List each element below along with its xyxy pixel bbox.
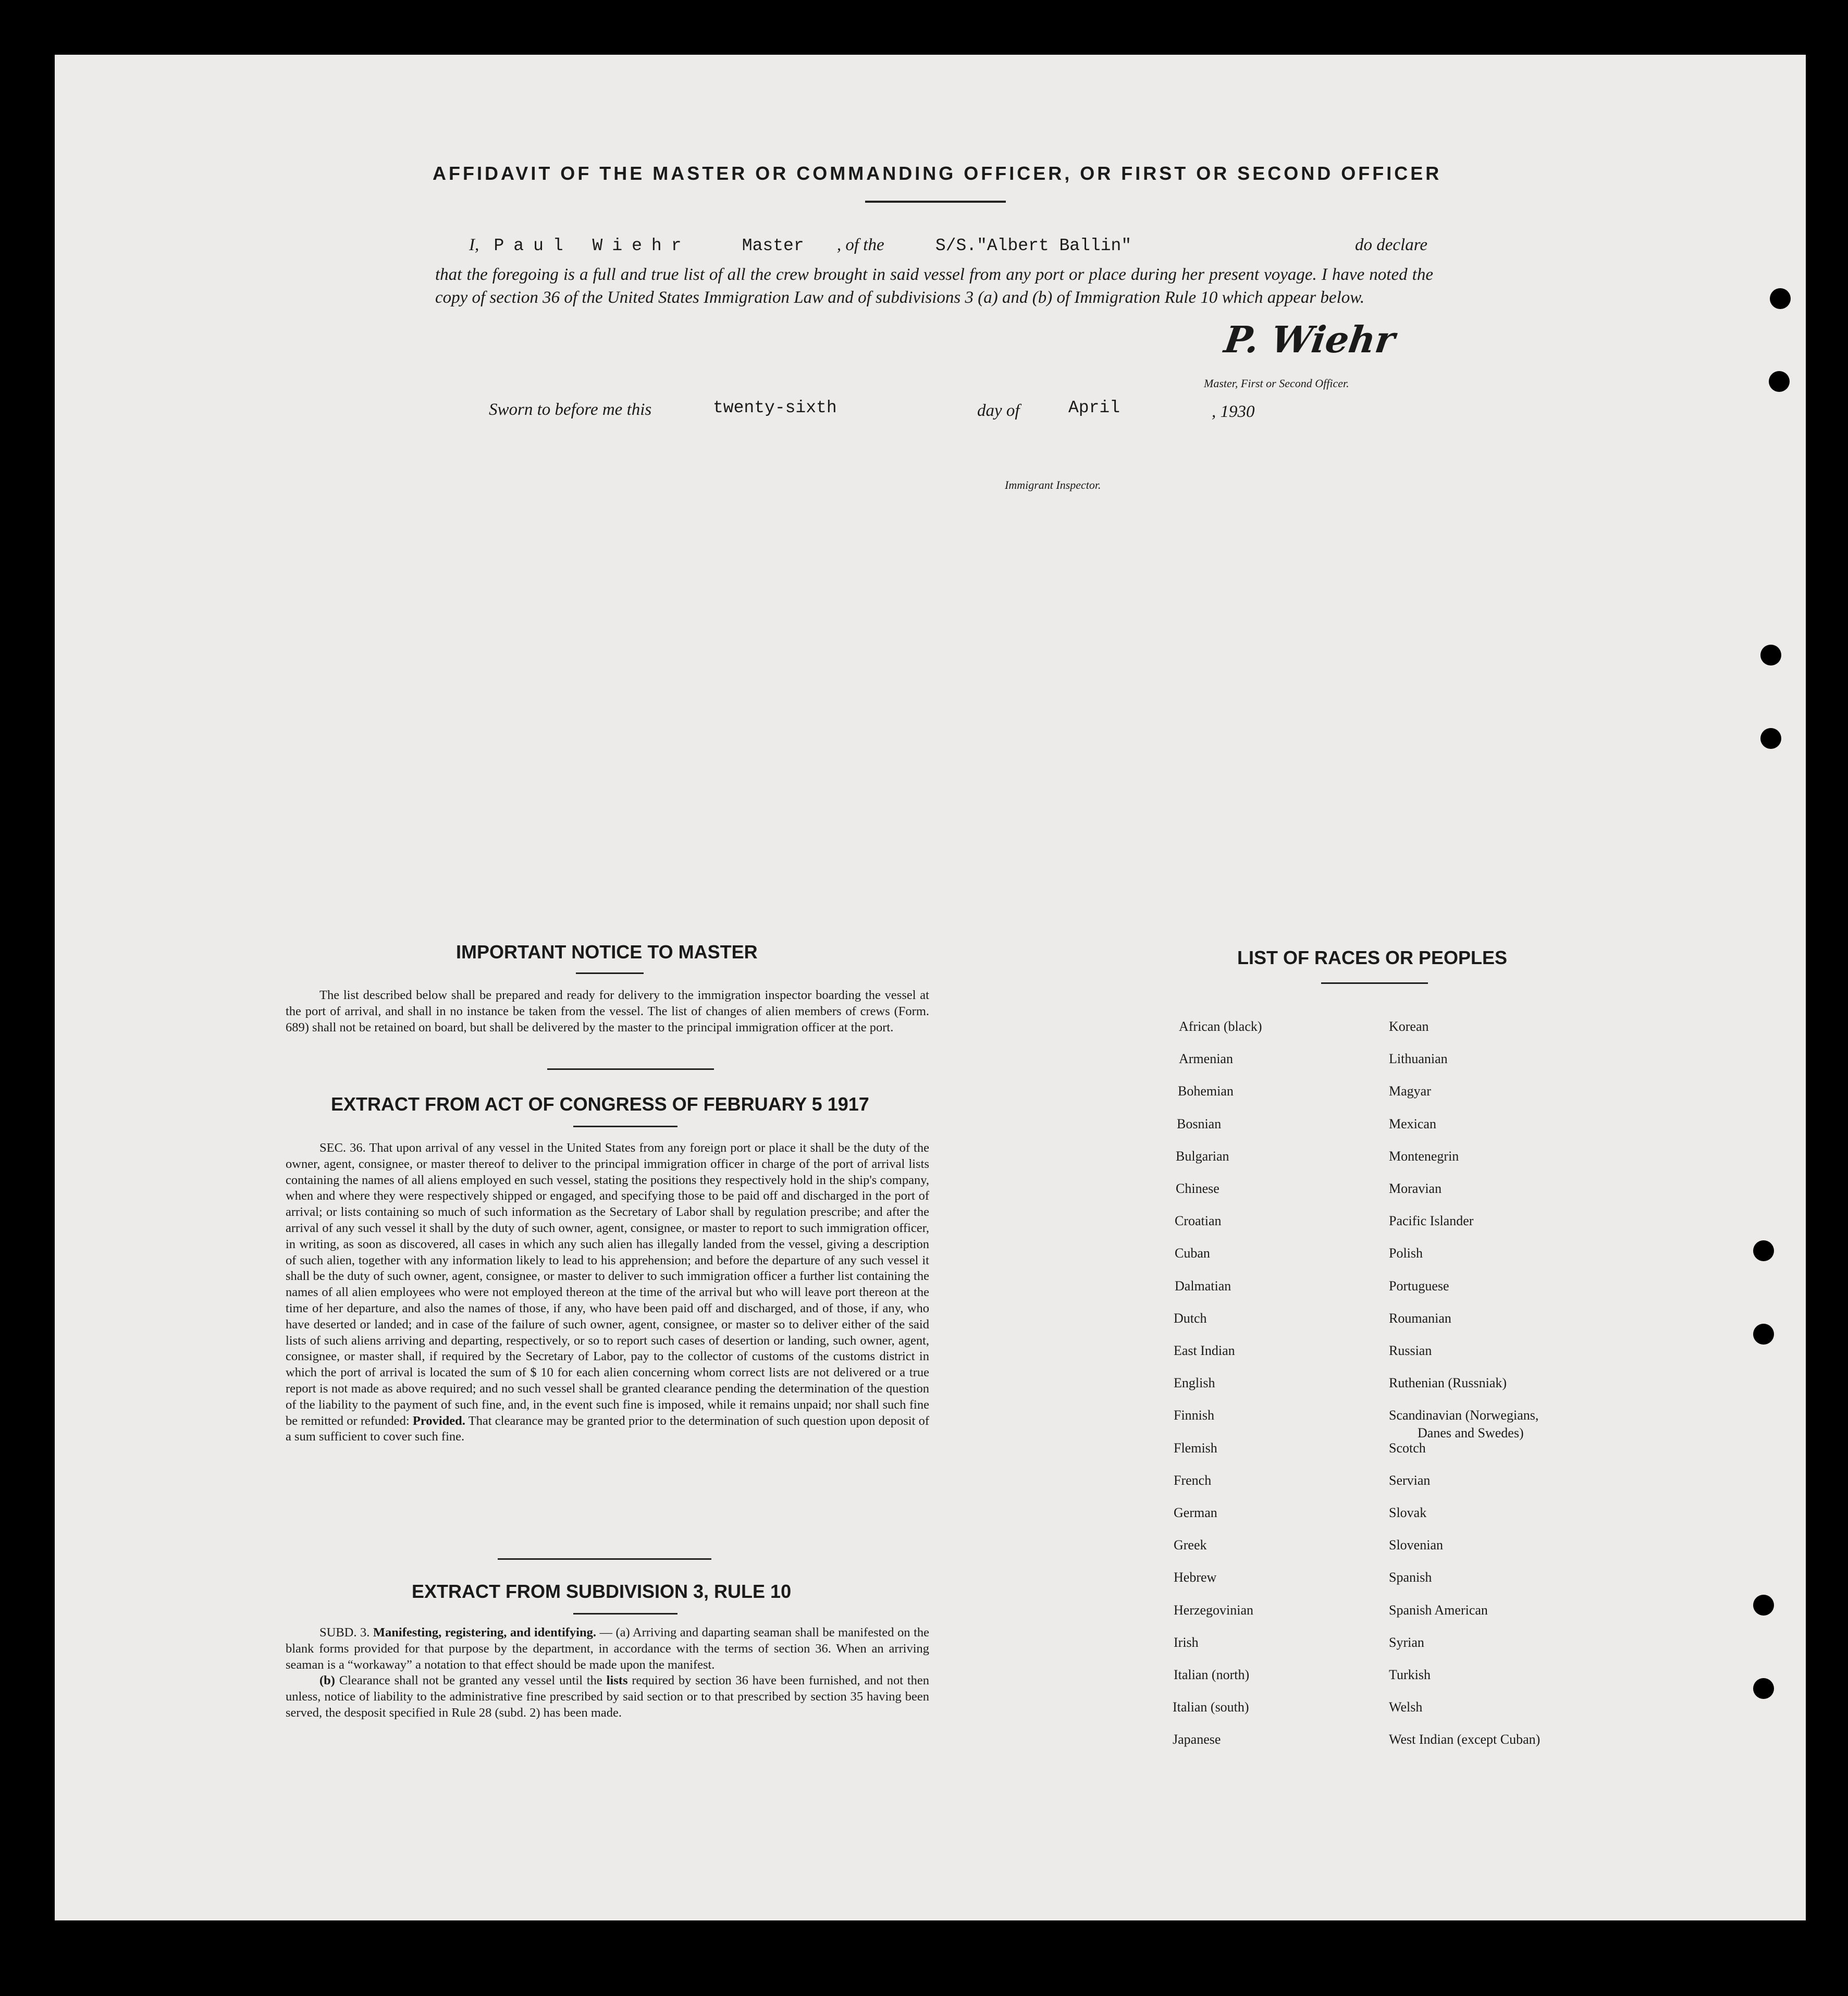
race-item: Finnish xyxy=(1174,1408,1215,1423)
notice-divider xyxy=(576,972,644,974)
race-item: Polish xyxy=(1389,1246,1423,1261)
subsection-a-label: — (a) xyxy=(599,1625,630,1640)
act-divider xyxy=(573,1126,677,1127)
race-item: Dutch xyxy=(1174,1311,1207,1326)
binder-hole xyxy=(1760,728,1781,749)
binder-hole xyxy=(1753,1240,1774,1261)
binder-hole xyxy=(1753,1678,1774,1699)
race-item: Spanish xyxy=(1389,1570,1432,1585)
race-item: Moravian xyxy=(1389,1181,1442,1196)
race-item: Slovenian xyxy=(1389,1537,1443,1553)
race-item: Ruthenian (Russniak) xyxy=(1389,1375,1507,1390)
race-item: Hebrew xyxy=(1174,1570,1217,1585)
race-item-continuation: Danes and Swedes) xyxy=(1418,1425,1524,1440)
race-item: East Indian xyxy=(1174,1343,1235,1358)
race-item: Syrian xyxy=(1389,1635,1424,1650)
title-divider xyxy=(865,201,1006,203)
binder-hole xyxy=(1760,645,1781,666)
provided-text: That clearance may be granted prior to the determination of such question upon deposit of a sum sufficient to cover such fine. xyxy=(286,1413,929,1444)
act-section-text: SEC. 36. That upon arrival of any vessel in the United States from any foreign port or place it shall be the duty of the owner, agent, consignee, or master thereof to deliver to the principal immigration officer in charge of the port of arrival lists containing the names of all aliens employed en such vessel, stating the positions they respectively hold in the ship's company, when and where they were respectively shipped or engaged, and specifying those to be paid off and discharged in the port of arrival; or lists containing so much of such information as the Secretary of Labor shall by regulation prescribe; and after the arrival of any such vessel it shall by the duty of such owner, agent, consignee, or master to report to such immigration officer, in writing, as soon as discovered, all cases in which any such alien has illegally landed from the vessel, giving a description of such alien, together with any information likely to lead to his apprehension; and before the departure of any such vessel it shall be the duty of such owner, agent, consignee, or master to deliver to such immigration officer a further list containing the names of all alien employees who were not employed thereon at the time of the arrival but who will leave port thereon at the time of her departure, and also the names of those, if any, who have been paid off and discharged, and of those, if any, who have deserted or landed; and in case of the failure of such owner, agent, consignee, or master so to deliver either of the said lists of such aliens arriving and departing, respectively, or so to report such cases of desertion or landing, such owner, agent, consignee, or master shall, if required by the Secretary of Labor, pay to the collector of customs of the customs district in which the port of arrival is located the sum of $ 10 for each alien concerning whom correct lists are not delivered or a true report is not made as above required; and no such vessel shall be granted clearance pending the determination of the question of the liability to the payment of such fine, and, in the event such fine is imposed, while it remains unpaid; nor shall such fine be remitted or refunded: xyxy=(286,1141,929,1428)
subd-prefix: SUBD. 3. xyxy=(319,1625,370,1640)
race-item: Italian (south) xyxy=(1173,1699,1249,1715)
year-prefix: , 19 xyxy=(1212,402,1238,421)
signature-caption: Master, First or Second Officer. xyxy=(1204,377,1349,390)
race-item: Portuguese xyxy=(1389,1278,1449,1293)
rule-divider xyxy=(573,1613,677,1615)
sworn-label: Sworn to before me this xyxy=(489,400,652,419)
act-end-divider xyxy=(498,1558,711,1560)
race-item: Servian xyxy=(1389,1473,1431,1488)
race-item: Roumanian xyxy=(1389,1311,1451,1326)
race-item: Welsh xyxy=(1389,1699,1423,1715)
race-item: Armenian xyxy=(1179,1051,1233,1066)
race-item: Scandinavian (Norwegians, xyxy=(1389,1408,1539,1423)
race-item: Bohemian xyxy=(1178,1083,1234,1099)
race-item: Irish xyxy=(1174,1635,1199,1650)
vessel-name: S/S."Albert Ballin" xyxy=(935,236,1132,255)
race-item: Flemish xyxy=(1174,1440,1217,1456)
affidavit-i-label: I, xyxy=(469,236,479,254)
binder-hole xyxy=(1770,288,1791,309)
race-item: Magyar xyxy=(1389,1083,1431,1099)
races-divider xyxy=(1321,982,1428,984)
race-item: Italian (north) xyxy=(1174,1667,1250,1682)
race-item: Spanish American xyxy=(1389,1603,1488,1618)
race-item: English xyxy=(1174,1375,1215,1390)
race-item: Turkish xyxy=(1389,1667,1431,1682)
race-item: French xyxy=(1174,1473,1212,1488)
affidavit-body: that the foregoing is a full and true list of all the crew brought in said vessel from any port or place during her present voyage. I have noted the copy of section 36 of the United States Immigration Law and of subdivisions 3 (a) and (b) of Immigration Rule 10 which appear below. xyxy=(435,265,1433,307)
of-the-label: , of the xyxy=(836,236,884,254)
race-item: Cuban xyxy=(1175,1246,1210,1261)
master-name: Paul Wiehr xyxy=(494,236,691,255)
race-item: Japanese xyxy=(1173,1732,1221,1747)
subsection-a-text: Arriving and daparting seaman shall be manifested on the blank forms provided for that purpose by the department, in accordance with the terms of section 36. When an arriving seaman is a “workaway” a notation to that effect should be made upon the manifest. xyxy=(286,1625,930,1672)
notice-end-divider xyxy=(547,1068,714,1070)
race-item: Montenegrin xyxy=(1389,1149,1459,1164)
rule-title: EXTRACT FROM SUBDIVISION 3, RULE 10 xyxy=(412,1581,792,1602)
race-item: Korean xyxy=(1389,1019,1429,1034)
race-item: Croatian xyxy=(1175,1213,1222,1228)
race-item: Slovak xyxy=(1389,1505,1427,1520)
race-item: Pacific Islander xyxy=(1389,1213,1474,1228)
subd-heading: Manifesting, registering, and identifying. xyxy=(373,1625,596,1640)
race-item: Herzegovinian xyxy=(1174,1603,1254,1618)
race-item: Russian xyxy=(1389,1343,1432,1358)
race-item: African (black) xyxy=(1179,1019,1262,1034)
sworn-line xyxy=(489,400,651,420)
act-text xyxy=(286,1140,929,1445)
race-item: German xyxy=(1174,1505,1217,1520)
day-of-label: day of xyxy=(977,401,1020,420)
binder-hole xyxy=(1753,1595,1774,1616)
rule-text xyxy=(286,1625,929,1721)
binder-hole xyxy=(1753,1324,1774,1345)
affidavit-title: AFFIDAVIT OF THE MASTER OR COMMANDING OFFICER, OR FIRST OR SECOND OFFICER xyxy=(433,163,1442,184)
subsection-b-label: (b) xyxy=(319,1673,335,1688)
binder-hole xyxy=(1769,371,1790,392)
race-item: Chinese xyxy=(1176,1181,1219,1196)
provided-label: Provided. xyxy=(412,1413,465,1428)
affidavit-first-line xyxy=(469,236,1438,255)
race-item: Bulgarian xyxy=(1176,1149,1229,1164)
act-title: EXTRACT FROM ACT OF CONGRESS OF FEBRUARY 5 1917 xyxy=(331,1093,869,1115)
sworn-day: twenty-sixth xyxy=(713,398,837,417)
sworn-month: April xyxy=(1068,398,1120,417)
master-signature: P. Wiehr xyxy=(1222,318,1398,361)
master-rank: Master xyxy=(742,236,804,255)
race-item: Dalmatian xyxy=(1175,1278,1231,1293)
lists-word: lists xyxy=(606,1673,628,1688)
races-title: LIST OF RACES OR PEOPLES xyxy=(1237,947,1508,968)
race-item: Greek xyxy=(1174,1537,1207,1553)
year-suffix: 30 xyxy=(1237,402,1255,421)
subsection-b-text-2: required by section 36 have been furnished, and not then unless, notice of liability to the administrative fine prescribed by said section or to that prescribed by section 35 having been served, the desposit specified in Rule 28 (subd. 2) has been made. xyxy=(286,1673,930,1720)
race-item: Lithuanian xyxy=(1389,1051,1448,1066)
subsection-b-text-1: Clearance shall not be granted any vessel until the xyxy=(339,1673,602,1688)
race-item: Scotch xyxy=(1389,1440,1426,1456)
sworn-year xyxy=(1212,402,1255,422)
do-declare-label: do declare xyxy=(1355,236,1427,254)
race-item: Bosnian xyxy=(1177,1116,1222,1131)
race-item: Mexican xyxy=(1389,1116,1436,1131)
notice-text: The list described below shall be prepared and ready for delivery to the immigration inspector boarding the vessel at the port of arrival, and shall in no instance be taken from the vessel. The list of changes of alien members of crews (Form. 689) shall not be retained on board, but shall be delivered by the master to the principal immigration officer at the port. xyxy=(286,988,929,1034)
notice-title: IMPORTANT NOTICE TO MASTER xyxy=(456,941,758,963)
inspector-caption: Immigrant Inspector. xyxy=(1005,478,1101,491)
race-item: West Indian (except Cuban) xyxy=(1389,1732,1541,1747)
